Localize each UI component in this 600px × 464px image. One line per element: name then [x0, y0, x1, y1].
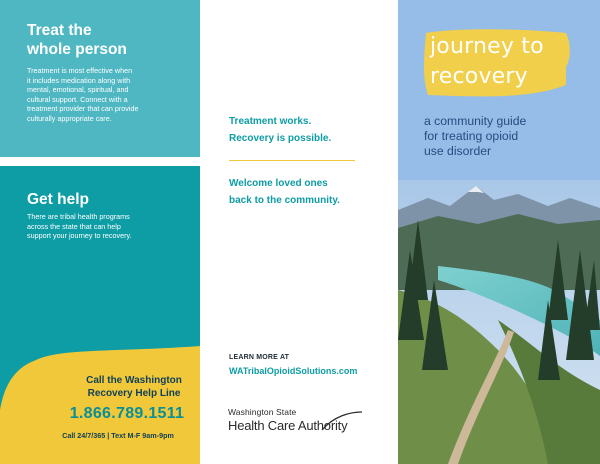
treat-body-line: treatment provider that can provide [27, 104, 139, 114]
treat-body-line: it includes medication along with [27, 75, 131, 85]
hca-logo-state: Washington State [228, 407, 297, 417]
treat-body-line: mental, emotional, spiritual, and [27, 85, 129, 95]
get-help-body-line: across the state that can help [27, 221, 121, 231]
hca-swoosh-icon [320, 410, 364, 432]
treat-body [27, 66, 177, 124]
message-line: back to the community. [229, 195, 340, 206]
middle-panel [200, 0, 398, 464]
title-line1: journey to [430, 34, 544, 59]
treat-body-line: culturally appropriate care. [27, 113, 112, 123]
learn-more-link[interactable]: WATribalOpioidSolutions.com [229, 366, 358, 376]
message-welcome [229, 175, 340, 209]
helpline-label-line2: Recovery Help Line [87, 387, 181, 399]
treat-title [27, 21, 187, 59]
message-treatment-works [229, 113, 331, 147]
get-help-title: Get help [27, 191, 90, 208]
helpline-label-line1: Call the Washington [86, 375, 182, 386]
get-help-body-line: support your journey to recovery. [27, 231, 132, 241]
subtitle-line: use disorder [424, 144, 492, 158]
learn-more-label: LEARN MORE AT [229, 354, 290, 361]
hca-logo-name: Health Care Authority [228, 418, 348, 433]
message-line: Treatment works. [229, 116, 312, 127]
helpline-label [66, 375, 202, 400]
right-panel [398, 0, 600, 464]
message-line: Recovery is possible. [229, 133, 332, 144]
yellow-divider [229, 160, 355, 161]
section-divider [0, 157, 200, 166]
subtitle-line: for treating opioid [424, 129, 519, 143]
title-line2: recovery [430, 64, 528, 89]
landscape-photo [398, 180, 600, 464]
message-line: Welcome loved ones [229, 178, 328, 189]
get-help-body [27, 212, 177, 241]
treat-title-line1: Treat the [27, 22, 92, 39]
get-help-body-line: There are tribal health programs [27, 212, 130, 221]
helpline-hours: Call 24/7/365 | Text M-F 9am-9pm [62, 431, 174, 440]
helpline-phone-number[interactable]: 1.866.789.1511 [69, 405, 185, 422]
helpline-yellow-blob [0, 340, 200, 464]
treat-body-line: Treatment is most effective when [27, 66, 133, 75]
treat-body-line: cultural support. Connect with a [27, 94, 128, 104]
subtitle-line: a community guide [424, 114, 527, 128]
treat-title-line2: whole person [27, 41, 127, 58]
